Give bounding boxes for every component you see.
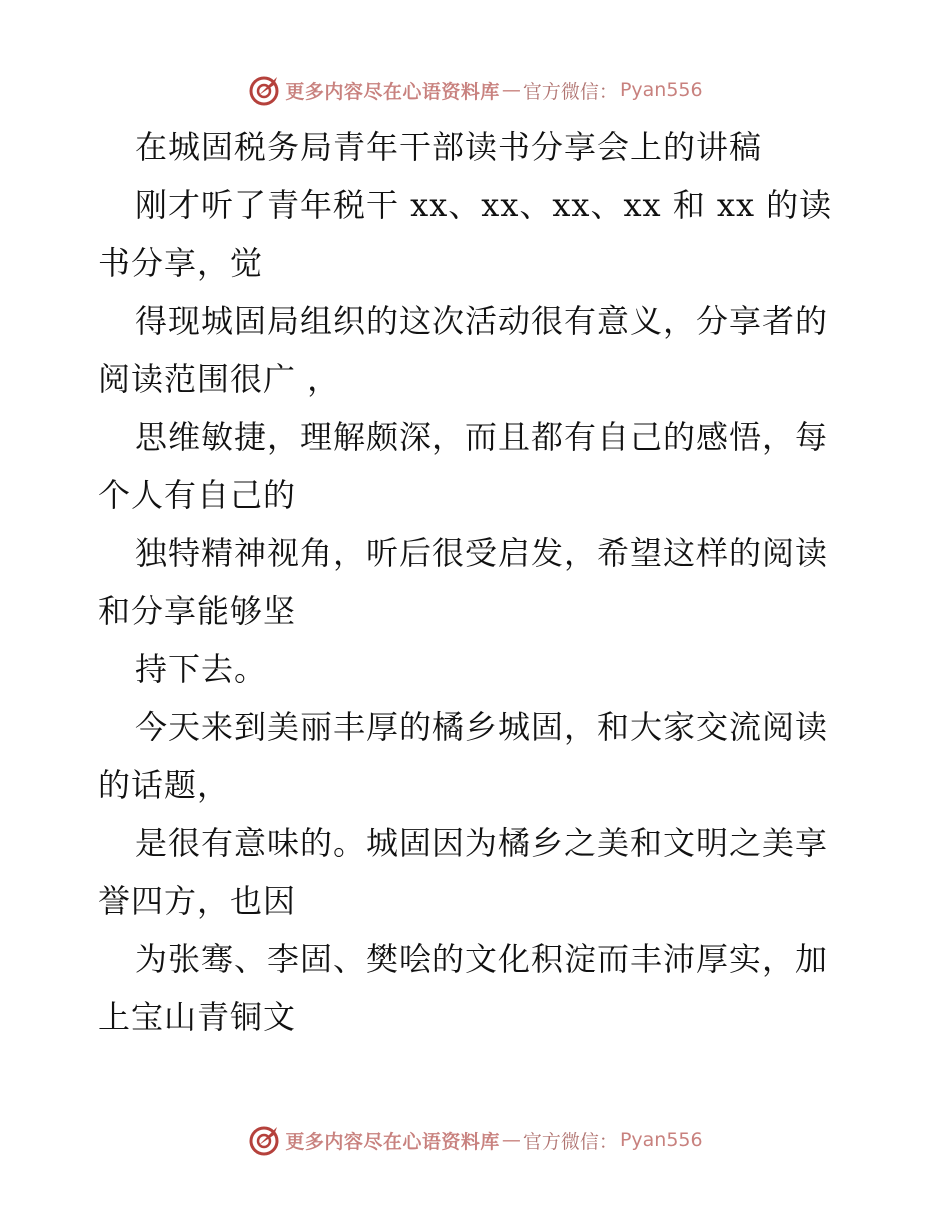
paragraph-line: 为张骞、李固、樊哙的文化积淀而丰沛厚实，加 <box>135 940 829 978</box>
paragraph-line: 的话题， <box>98 766 231 804</box>
banner-sub-text: 官方微信： <box>522 1130 618 1153</box>
paragraph-line: 上宝山青铜文 <box>98 998 297 1036</box>
paragraph-line: 独特精神视角，听后很受启发，希望这样的阅读 <box>135 534 829 572</box>
document-body <box>98 118 858 1046</box>
paragraph-line: 和分享能够坚 <box>98 592 297 630</box>
banner-main-text: 更多内容尽在心语资料库 <box>285 80 500 103</box>
document-title: 在城固税务局青年干部读书分享会上的讲稿 <box>135 128 763 166</box>
banner-dash: — <box>501 79 521 101</box>
paragraph-line: 书分享，觉 <box>98 244 264 282</box>
paragraph-line: 是很有意味的。城固因为橘乡之美和文明之美享 <box>135 824 829 862</box>
banner-dash: — <box>501 1129 521 1151</box>
paragraph-line: 思维敏捷，理解颇深，而且都有自己的感悟，每 <box>135 418 829 456</box>
paragraph-line: 誉四方，也因 <box>98 882 297 920</box>
paragraph-line: 得现城固局组织的这次活动很有意义，分享者的 <box>135 302 829 340</box>
footer-banner <box>0 1120 950 1160</box>
header-banner <box>0 70 950 110</box>
banner-sub-text: 官方微信： <box>522 80 618 103</box>
paragraph-line: 阅读范围很广 ， <box>98 360 341 398</box>
quill-logo-icon <box>247 1123 281 1157</box>
paragraph-line: 持下去。 <box>135 650 268 688</box>
banner-handle: Pyan556 <box>619 79 703 101</box>
banner-handle: Pyan556 <box>619 1129 703 1151</box>
quill-logo-icon <box>247 73 281 107</box>
paragraph-line: 今天来到美丽丰厚的橘乡城固，和大家交流阅读 <box>135 708 829 746</box>
paragraph-line: 个人有自己的 <box>98 476 297 514</box>
banner-main-text: 更多内容尽在心语资料库 <box>285 1130 500 1153</box>
paragraph-line: 刚才听了青年税干 xx、xx、xx、xx 和 xx 的读 <box>135 186 833 224</box>
